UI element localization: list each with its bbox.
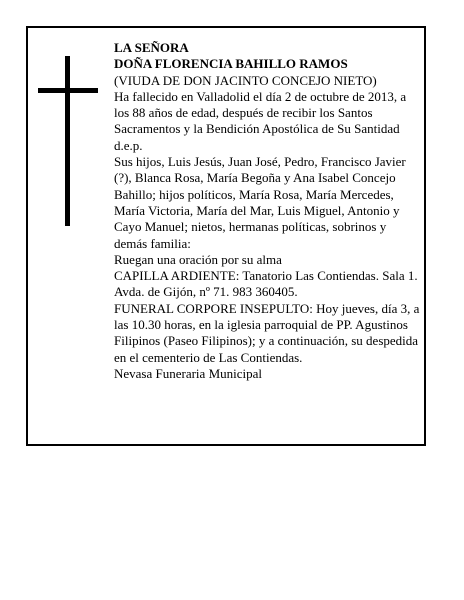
funeral-info: FUNERAL CORPORE INSEPULTO: Hoy jueves, día 3, a las 10.30 horas, en la iglesia parroquial de PP. Agustinos Filipinos (Paseo Filipinos); y a continuación, su despedida en el cementerio de Las Contiendas. bbox=[114, 300, 420, 365]
dep-line: d.e.p. bbox=[114, 137, 143, 153]
death-announcement: Ha fallecido en Valladolid el día 2 de octubre de 2013, a los 88 años de edad, después de recibir los Santos Sacramentos y la Bendición Apostólica de Su Santidad bbox=[114, 88, 407, 137]
obituary-text bbox=[114, 40, 422, 382]
deceased-name: DOÑA FLORENCIA BAHILLO RAMOS bbox=[114, 56, 348, 72]
family-list: Sus hijos, Luis Jesús, Juan José, Pedro, Francisco Javier (?), Blanca Rosa, María Begoña y Ana Isabel Concejo Bahillo; hijos políticos, María Rosa, María Mercedes, María Victoria, María del Mar, Luis Miguel, Antonio y Cayo Manuel; nietos, hermanas políticas, sobrinos y demás familia: bbox=[114, 154, 406, 251]
funeral-home: Nevasa Funeraria Municipal bbox=[114, 365, 263, 381]
obituary-frame bbox=[26, 26, 426, 446]
chapel-info: CAPILLA ARDIENTE: Tanatorio Las Contiendas. Sala 1. Avda. de Gijón, nº 71. 983 360405. bbox=[114, 268, 418, 300]
notice-header: LA SEÑORA bbox=[114, 40, 189, 55]
widow-line: (VIUDA DE DON JACINTO CONCEJO NIETO) bbox=[114, 72, 377, 88]
cross-vertical-bar bbox=[65, 56, 70, 226]
cross-horizontal-bar bbox=[38, 88, 98, 93]
cross-icon bbox=[38, 56, 98, 226]
prayer-request: Ruegan una oración por su alma bbox=[114, 251, 282, 267]
